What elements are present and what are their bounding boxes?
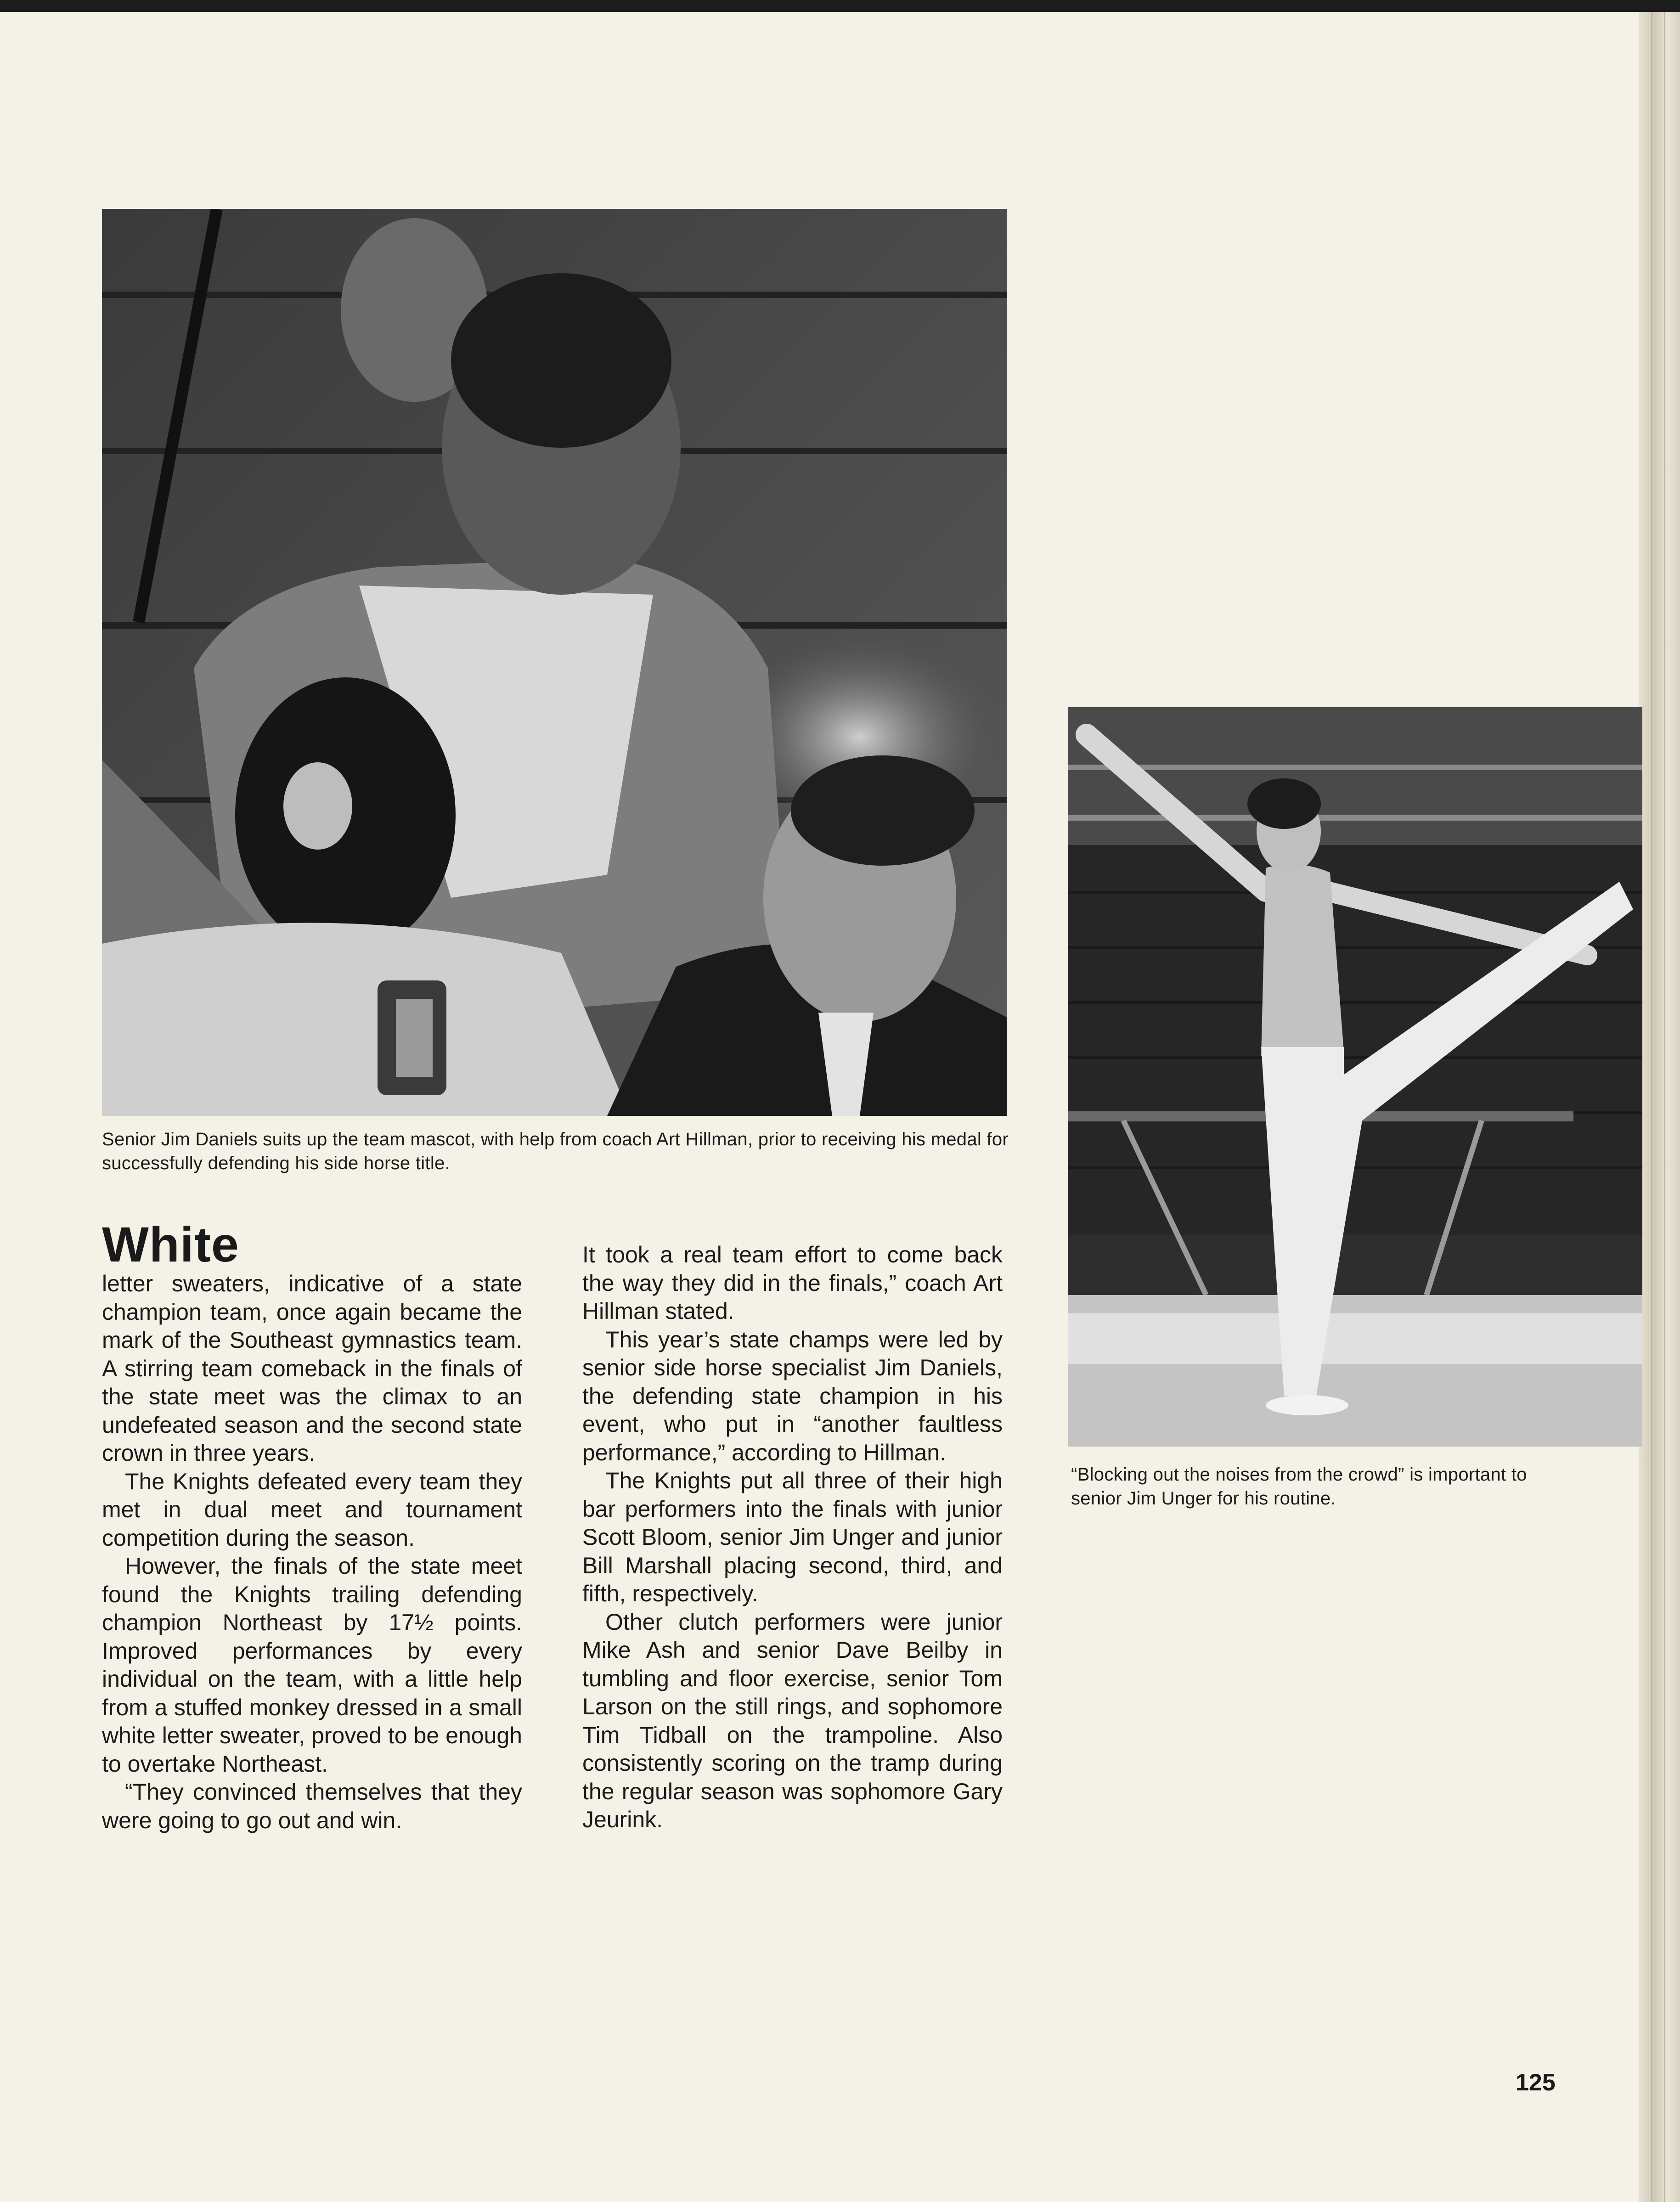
paragraph: Other clutch performers were junior Mike Ash and senior Dave Beilby in tumbling and floor exercise, senior Tom Larson on the still rings, and sophomore Tim Tidball on the trampoline. Also consistently scoring on the tramp during the regular season was sophomore Gary Jeurink. [582, 1609, 1003, 1832]
paragraph: letter sweaters, indicative of a state champion team, once again became the mark of the Southeast gymnastics team. A stirring team comeback in the finals of the state meet was the climax to an undefeated season and the second state crown in three years. [102, 1271, 522, 1466]
article-column-2 [582, 1241, 1003, 1834]
paragraph: It took a real team effort to come back the way they did in the finals,” coach Art Hillman stated. [582, 1242, 1003, 1324]
page-top-edge [0, 0, 1680, 12]
book-binding [1639, 12, 1680, 2202]
main-photo [102, 209, 1007, 1116]
paragraph: This year’s state champs were led by senior side horse specialist Jim Daniels, the defending state champion in his event, who put in “another faultless performance,” according to Hillman. [582, 1326, 1003, 1465]
side-photo [1068, 707, 1642, 1447]
paragraph: “They convinced themselves that they were going to go out and win. [102, 1779, 522, 1833]
page-number: 125 [1516, 2069, 1556, 2096]
binding-line [1651, 12, 1652, 2202]
paragraph: However, the finals of the state meet found the Knights trailing defending champion Northeast by 17½ points. Improved performances by every individual on the team, with a little help from a stuffed monkey dressed in a small white letter sweater, proved to be enough to overtake Northeast. [102, 1553, 522, 1777]
paragraph: The Knights defeated every team they met in dual meet and tournament competition during the season. [102, 1468, 522, 1551]
binding-line [1664, 12, 1665, 2202]
paragraph: The Knights put all three of their high bar performers into the finals with junior Scott Bloom, senior Jim Unger and junior Bill Marshall placing second, third, and fifth, respectively. [582, 1468, 1003, 1606]
gymnast-mascot-photo-icon [102, 209, 1007, 1116]
gymnast-floor-photo-icon [1068, 707, 1642, 1447]
headline: White [102, 1216, 239, 1272]
side-photo-caption: “Blocking out the noises from the crowd” is important to senior Jim Unger for his routine. [1071, 1464, 1527, 1509]
main-photo-caption: Senior Jim Daniels suits up the team mascot, with help from coach Art Hillman, prior to receiving his medal for successfully defending his side horse title. [102, 1129, 1009, 1173]
article-column-1 [102, 1270, 522, 1835]
